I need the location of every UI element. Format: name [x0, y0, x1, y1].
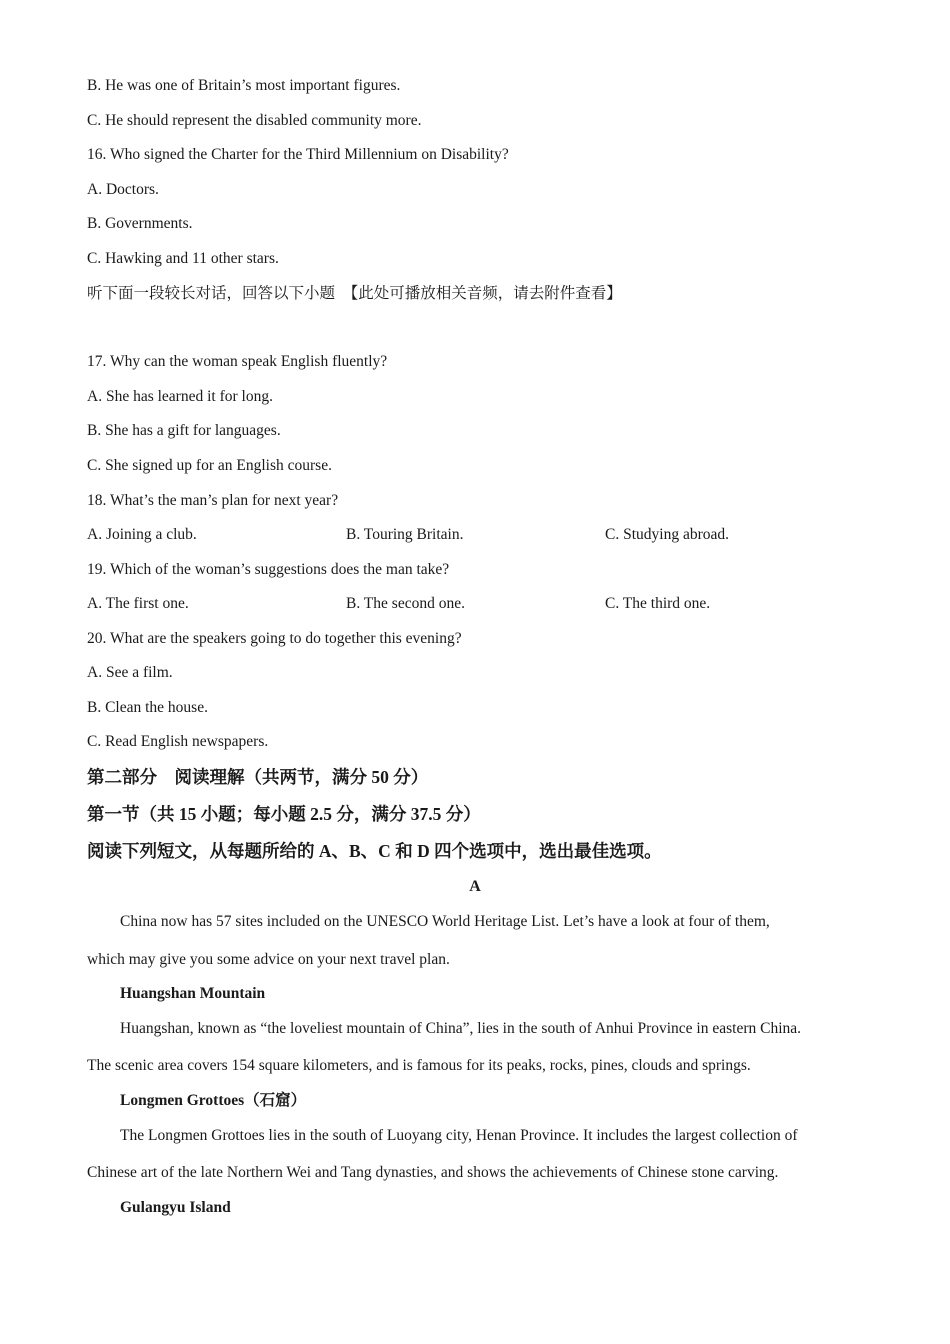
- passage-intro-line-2: which may give you some advice on your next travel plan.: [87, 951, 450, 968]
- passage-letter: A: [469, 878, 481, 895]
- part2-heading: 第二部分 阅读理解（共两节，满分 50 分）: [87, 767, 429, 787]
- site-title-longmen: Longmen Grottoes（石窟）: [120, 1092, 307, 1109]
- passage-intro-line-1: China now has 57 sites included on the UNESCO World Heritage List. Let’s have a look at four of them,: [120, 913, 770, 930]
- q18-question: 18. What’s the man’s plan for next year?: [87, 492, 339, 509]
- site-huangshan-line-1: Huangshan, known as “the loveliest mountain of China”, lies in the south of Anhui Province in eastern China.: [120, 1020, 802, 1037]
- q16-option-a: A. Doctors.: [87, 181, 159, 198]
- q15-option-c: C. He should represent the disabled community more.: [87, 112, 422, 129]
- q20-option-b: B. Clean the house.: [87, 699, 208, 716]
- q17-option-b: B. She has a gift for languages.: [87, 422, 281, 439]
- q15-option-b: B. He was one of Britain’s most important figures.: [87, 77, 401, 94]
- q19-question: 19. Which of the woman’s suggestions does the man take?: [87, 561, 450, 578]
- q17-option-a: A. She has learned it for long.: [87, 388, 273, 405]
- site-huangshan-line-2: The scenic area covers 154 square kilometers, and is famous for its peaks, rocks, pines, clouds and springs.: [87, 1057, 751, 1074]
- q17-question: 17. Why can the woman speak English fluently?: [87, 353, 388, 370]
- reading-instruction: 阅读下列短文，从每题所给的 A、B、C 和 D 四个选项中，选出最佳选项。: [87, 841, 662, 861]
- q16-option-b: B. Governments.: [87, 215, 193, 232]
- q16-option-c: C. Hawking and 11 other stars.: [87, 250, 279, 267]
- q18-option-a: A. Joining a club.: [87, 526, 197, 543]
- q16-question: 16. Who signed the Charter for the Third Millennium on Disability?: [87, 146, 509, 163]
- site-longmen-line-2: Chinese art of the late Northern Wei and Tang dynasties, and shows the achievements of Chinese stone carving.: [87, 1164, 779, 1181]
- q19-option-b: B. The second one.: [346, 595, 465, 612]
- site-title-huangshan: Huangshan Mountain: [120, 985, 266, 1002]
- q18-option-c: C. Studying abroad.: [605, 526, 729, 543]
- section1-heading: 第一节（共 15 小题；每小题 2.5 分，满分 37.5 分）: [87, 804, 481, 824]
- q20-question: 20. What are the speakers going to do together this evening?: [87, 630, 462, 647]
- site-longmen-line-1: The Longmen Grottoes lies in the south of Luoyang city, Henan Province. It includes the largest collection of: [120, 1127, 798, 1144]
- site-title-gulangyu: Gulangyu Island: [120, 1199, 231, 1216]
- q18-option-b: B. Touring Britain.: [346, 526, 464, 543]
- q19-option-c: C. The third one.: [605, 595, 711, 612]
- listening-instruction: 听下面一段较长对话，回答以下小题 【此处可播放相关音频，请去附件查看】: [87, 285, 622, 302]
- q19-option-a: A. The first one.: [87, 595, 189, 612]
- q20-option-c: C. Read English newspapers.: [87, 733, 269, 750]
- q20-option-a: A. See a film.: [87, 664, 173, 681]
- q17-option-c: C. She signed up for an English course.: [87, 457, 332, 474]
